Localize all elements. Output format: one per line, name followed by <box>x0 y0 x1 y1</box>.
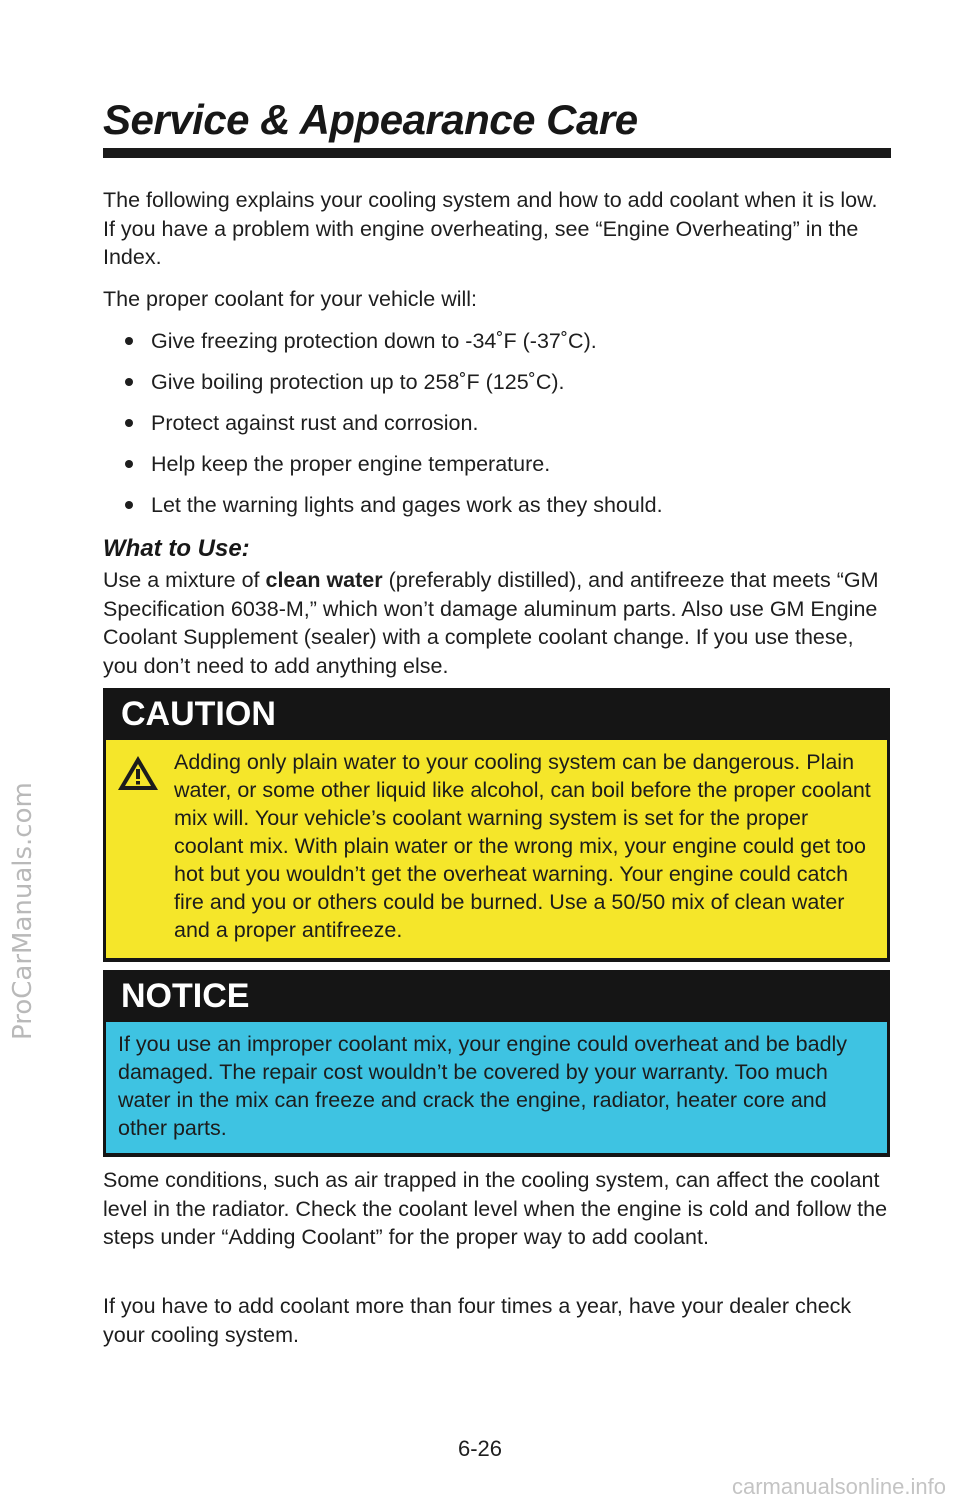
caution-text: Adding only plain water to your cooling system can be dangerous. Plain water, or some other liquid like alcohol, can boil before the proper coolant mix will. Your vehicle’s coolant warning system is set for the proper coolant mix. With plain water or the wrong mix, your engine could get too hot but you wouldn’t get the overheat warning. Your engine could catch fire and you or others could be burned. Use a 50/50 mix of clean water and a proper antifreeze. <box>174 750 871 942</box>
page-number: 6-26 <box>457 1436 503 1461</box>
what-to-use-text-before: Use a mixture of <box>103 568 266 592</box>
coolant-benefits-list <box>125 327 663 532</box>
list-item: Protect against rust and corrosion. <box>125 409 663 450</box>
title-rule <box>103 148 891 158</box>
proper-coolant-lead: The proper coolant for your vehicle will: <box>103 287 478 311</box>
list-item: Give boiling protection up to 258˚F (125˚C). <box>125 368 663 409</box>
caution-header: CAUTION <box>103 688 890 740</box>
dealer-check-paragraph: If you have to add coolant more than four times a year, have your dealer check your cooling system. <box>103 1294 852 1347</box>
notice-text: If you use an improper coolant mix, your engine could overheat and be badly damaged. The repair cost wouldn’t be covered by your warranty. Too much water in the mix can freeze and crack the engine, radiator, heater core and other parts. <box>118 1032 848 1140</box>
notice-header: NOTICE <box>103 970 890 1022</box>
list-item: Give freezing protection down to -34˚F (-37˚C). <box>125 327 663 368</box>
caution-box <box>103 740 890 962</box>
intro-paragraph: The following explains your cooling system and how to add coolant when it is low. If you have a problem with engine overheating, see “Engine Overheating” in the Index. <box>103 188 878 269</box>
warning-triangle-icon <box>116 754 160 792</box>
what-to-use-text-after: (preferably distilled), and antifreeze that meets “GM Specification 6038-M,” which won’t damage aluminum parts. Also use GM Engine Coolant Supplement (sealer) with a complete coolant change. If you use these, you don’t need to add anything else. <box>103 568 879 678</box>
list-item: Let the warning lights and gages work as they should. <box>125 491 663 532</box>
conditions-paragraph: Some conditions, such as air trapped in the cooling system, can affect the coolant level in the radiator. Check the coolant level when the engine is cold and follow the steps under “Adding Coolant” for the proper way to add coolant. <box>103 1168 888 1249</box>
side-watermark: ProCarManuals.com <box>8 782 38 1040</box>
notice-box <box>103 1022 890 1157</box>
footer-watermark: carmanualsonline.info <box>731 1474 946 1499</box>
list-item: Help keep the proper engine temperature. <box>125 450 663 491</box>
clean-water-emphasis: clean water <box>265 568 383 592</box>
page-title: Service & Appearance Care <box>103 96 638 143</box>
what-to-use-heading: What to Use: <box>103 535 250 562</box>
what-to-use-paragraph <box>103 566 893 680</box>
